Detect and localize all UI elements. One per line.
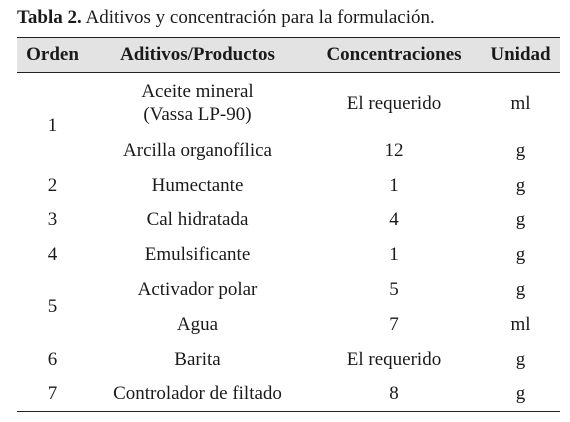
- table-row: [17, 237, 560, 272]
- table-row: [17, 272, 560, 307]
- additives-table: [17, 37, 560, 412]
- orden-cell: 3: [47, 209, 58, 231]
- unit-cell: g: [481, 377, 560, 412]
- orden-cell: 6: [47, 348, 58, 370]
- concentration-cell: 12: [384, 139, 404, 161]
- product-cell: Controlador de filtado: [88, 377, 307, 412]
- header-orden: Orden: [17, 38, 88, 73]
- unit-cell: g: [515, 174, 526, 196]
- orden-cell: 1: [47, 114, 58, 136]
- unit-cell: g: [515, 244, 526, 266]
- table-row: [17, 342, 560, 377]
- header-row: [17, 38, 560, 73]
- concentration-cell: 5: [389, 279, 399, 301]
- product-cell: Arcilla organofílica: [123, 139, 272, 161]
- table-row: [17, 168, 560, 203]
- unit-cell: ml: [510, 92, 531, 114]
- unit-cell: ml: [510, 313, 531, 335]
- concentration-cell: 1: [389, 244, 399, 266]
- table-row: [17, 307, 560, 342]
- concentration-cell: 8: [307, 377, 481, 412]
- product-cell: Agua: [176, 313, 219, 335]
- header-aditivos: Aditivos/Productos: [88, 38, 307, 73]
- product-cell: Barita: [174, 348, 221, 370]
- table-header: [17, 38, 560, 73]
- product-cell: Cal hidratada: [146, 209, 249, 231]
- orden-cell: 5: [47, 296, 58, 318]
- unit-cell: g: [515, 209, 526, 231]
- unit-cell: g: [515, 348, 526, 370]
- product-cell: Activador polar: [137, 279, 258, 301]
- table-caption: [17, 6, 435, 30]
- additives-table-container: [17, 37, 560, 412]
- product-cell: Humectante: [151, 174, 244, 196]
- orden-cell: 7: [17, 377, 88, 412]
- concentration-cell: El requerido: [346, 92, 442, 114]
- product-name-line: (Vassa LP-90): [143, 104, 252, 125]
- header-unidad: Unidad: [481, 38, 560, 73]
- orden-cell: 2: [47, 174, 58, 196]
- product-cell: Emulsificante: [144, 244, 251, 266]
- caption-label: Tabla 2.: [17, 7, 82, 28]
- concentration-cell: 7: [389, 313, 399, 335]
- concentration-cell: El requerido: [346, 348, 442, 370]
- unit-cell: g: [515, 139, 526, 161]
- concentration-cell: 1: [389, 174, 399, 196]
- orden-cell: 4: [47, 244, 58, 266]
- caption-text: Aditivos y concentración para la formulación.: [85, 7, 435, 28]
- concentration-cell: 4: [389, 209, 399, 231]
- product-cell: [88, 73, 307, 134]
- unit-cell: g: [515, 279, 526, 301]
- table-row: [17, 133, 560, 168]
- table-body: [17, 73, 560, 412]
- product-name-line: Aceite mineral: [141, 81, 254, 102]
- header-concentraciones: Concentraciones: [307, 38, 481, 73]
- table-row: [17, 203, 560, 238]
- table-row: [17, 377, 560, 412]
- table-row: [17, 73, 560, 134]
